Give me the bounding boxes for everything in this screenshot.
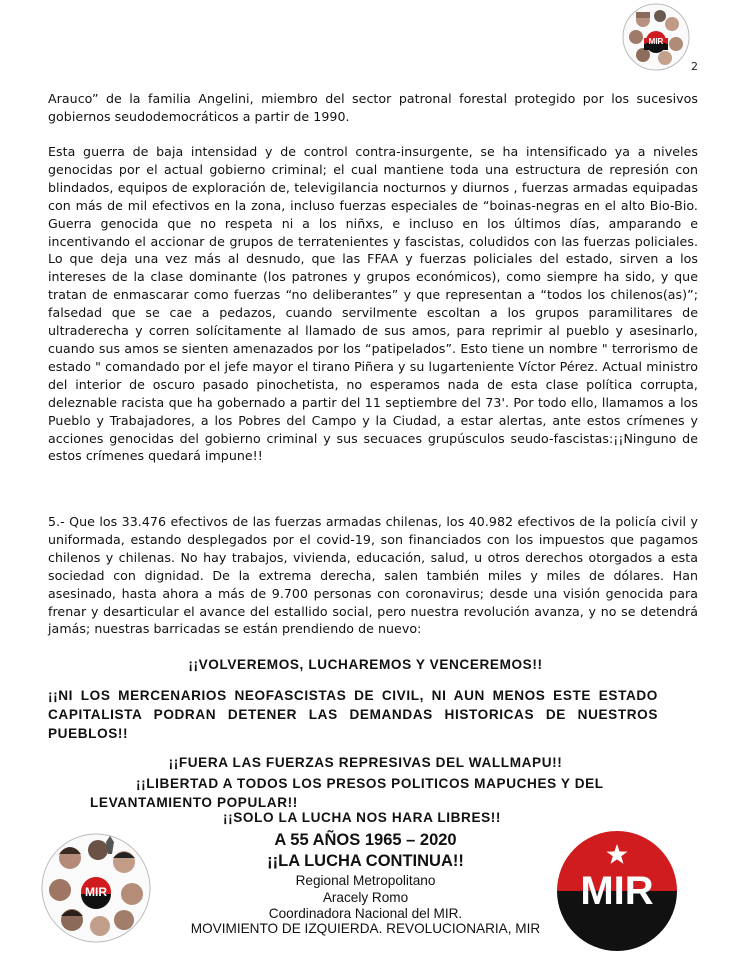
mir-portrait-collage-logo-bottom (40, 832, 152, 944)
lucha-continua-heading: ¡¡LA LUCHA CONTINUA!! (267, 852, 464, 870)
slogan-solo-lucha: ¡¡SOLO LA LUCHA NOS HARA LIBRES!! (223, 810, 502, 825)
signature-coordinadora: Coordinadora Nacional del MIR. (268, 906, 463, 921)
signature-movimiento: MOVIMIENTO DE IZQUIERDA. REVOLUCIONARIA, MIR (190, 921, 541, 936)
page-number: 2 (691, 60, 698, 73)
slogan-volveremos: ¡¡VOLVEREMOS, LUCHAREMOS Y VENCEREMOS!! (188, 657, 543, 672)
slogan-libertad (0, 774, 731, 812)
paragraph-guerra: Esta guerra de baja intensidad y de control contra-insurgente, se ha intensificado ya a niveles genocidas por el actual gobierno criminal; el cual mantiene toda una estructura de represión con blindados, equipos de exploración de, televigilancia nocturnos y diurnos , fuerzas armadas equipadas con más de mil efectivos en la zona, incluso fuerzas especiales de “boinas-negras en el alto Bio-Bio. Guerra genocida que no respeta ni a los niñxs, e incluso en los últimos días, amparando e incentivando el accionar de grupos de terratenientes y fascistas, coludidos con las fuerzas policiales. Lo que deja una vez más al desnudo, que las FFAA y fuerzas policiales del estado, sirven a los intereses de la clase dominante (los patrones y grupos económicos), como siempre ha sido, y que tratan de enmascarar como fuerzas “no deliberantes” y que representan a “todos los chilenos(as)”; falsedad que se cae a pedazos, cuando servilmente escoltan a los grupos paramilitares de ultraderecha y corren solícitamente al llamado de sus amos, para reprimir al pueblo y asesinarlo, cuando sus amos se sienten amenazados por los “patipelados”. Esto tiene un nombre " terrorismo de estado " comandado por el jefe mayor el tirano Piñera y su lugarteniente Víctor Pérez. Actual ministro del interior de oscuro pasado pinochetista, no esperamos nada de esta clase política corrupta, deleznable racista que ha gobernado a partir del 11 septiembre del 73'. Por todo ello, llamamos a los Pueblo y Trabajadores, a los Pobres del Campo y la Ciudad, a estar alertas, ante estos crímenes y acciones genocidas del gobierno criminal y sus secuaces grupúsculos seudo-fascistas:¡¡Ninguno de estos crímenes quedará impune!! (48, 144, 698, 464)
bottom-left-logo-mir-text: MIR (85, 885, 107, 899)
slogan-libertad-line-2: LEVANTAMIENTO POPULAR!! (90, 795, 298, 810)
paragraph-efectivos: 5.- Que los 33.476 efectivos de las fuerzas armadas chilenas, los 40.982 efectivos de la policía civil y uniformada, estando desplegados por el covid-19, son financiados con los impuestos que pagamos chilenos y chilenas. No hay trabajos, vivienda, educación, salud, u otros derechos otorgados a esta sociedad con dignidad. De la extrema derecha, salen también miles y miles de dólares. Han asesinado, hasta ahora a más de 9.700 personas con coronavirus; desde una visión genocida para frenar y desarticular el avance del estallido social, pero nuestra revolución avanza, y no se detendrá jamás; nuestras barricadas se están prendiendo de nuevo: (48, 514, 698, 637)
slogan-mercenarios: ¡¡NI LOS MERCENARIOS NEOFASCISTAS DE CIVIL, NI AUN MENOS ESTE ESTADO CAPITALISTA PODRAN DETENER LAS DEMANDAS HISTORICAS DE NUESTROS PUEBLOS!! (48, 688, 658, 741)
paragraph-arauco: Arauco” de la familia Angelini, miembro del sector patronal forestal protegido por los sucesivos gobiernos seudodemocráticos a partir de 1990. (48, 91, 698, 124)
mir-flag-logo (556, 830, 678, 952)
signature-regional: Regional Metropolitano (295, 873, 436, 888)
mir-portrait-collage-logo-top (619, 2, 693, 72)
bottom-right-logo-mir-text: MIR (580, 869, 654, 913)
anniversary-heading: A 55 AÑOS 1965 – 2020 (274, 831, 457, 849)
slogan-libertad-line-1: ¡¡LIBERTAD A TODOS LOS PRESOS POLITICOS MAPUCHES Y DEL (136, 776, 604, 791)
top-logo-mir-text: MIR (648, 37, 664, 46)
slogan-fuera: ¡¡FUERA LAS FUERZAS REPRESIVAS DEL WALLMAPU!! (168, 755, 563, 770)
signature-name: Aracely Romo (322, 890, 409, 905)
